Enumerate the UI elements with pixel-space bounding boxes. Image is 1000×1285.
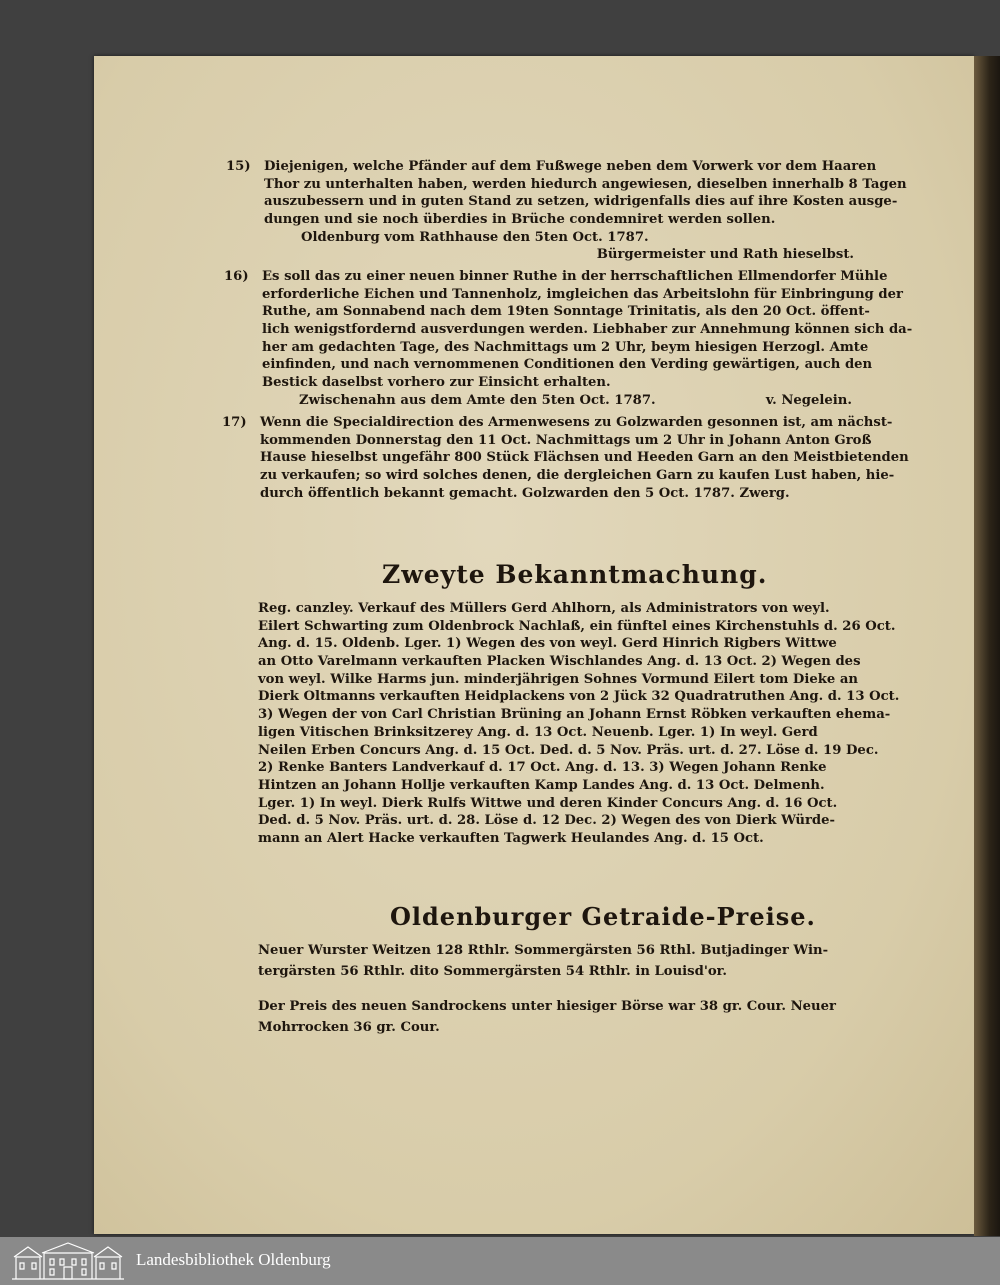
item-body bbox=[260, 414, 909, 502]
text-line: Es soll das zu einer neuen binner Ruthe in der herrschaftlichen Ellmendorfer Mühle bbox=[262, 269, 888, 284]
text-line: Eilert Schwarting zum Oldenbrock Nachlaß, ein fünftel eines Kirchenstuhls d. 26 Oct. bbox=[258, 618, 896, 634]
text-line: dungen und sie noch überdies in Brüche condemniret werden sollen. bbox=[264, 212, 776, 228]
text-line: mann an Alert Hacke verkauften Tagwerk Heulandes Ang. d. 15 Oct. bbox=[258, 830, 764, 846]
price-line: tergärsten 56 Rthlr. dito Sommergärsten 54 Rthlr. in Louisd'or. bbox=[258, 964, 727, 979]
text-line: ligen Vitischen Brinksitzerey Ang. d. 13 Oct. Neuenb. Lger. 1) In weyl. Gerd bbox=[258, 724, 818, 740]
text-line: Dierk Oltmanns verkauften Heidplackens von 2 Jück 32 Quadratruthen Ang. d. 13 Oct. bbox=[258, 689, 900, 705]
text-line: auszubessern und in guten Stand zu setzen, widrigenfalls dies auf ihre Kosten ausge- bbox=[264, 194, 898, 210]
text-line: lich wenigstfordernd ausverdungen werden. Liebhaber zur Annehmung können sich da- bbox=[262, 322, 913, 338]
text-line: erforderliche Eichen und Tannenholz, imgleichen das Arbeitslohn für Einbringung der bbox=[262, 286, 903, 302]
text-line: einfinden, und nach vernommenen Conditionen den Verding gewärtigen, auch den bbox=[262, 357, 873, 373]
text-line: von weyl. Wilke Harms jun. minderjährigen Sohnes Vormund Eilert tom Dieke an bbox=[258, 671, 858, 687]
item-number: 17) bbox=[222, 415, 247, 430]
signature: Bürgermeister und Rath hieselbst. bbox=[596, 247, 854, 263]
text-line: durch öffentlich bekannt gemacht. Golzwarden den 5 Oct. 1787. Zwerg. bbox=[260, 485, 790, 501]
section-zweyte-bekanntmachung bbox=[258, 600, 900, 848]
library-building-icon bbox=[10, 1241, 126, 1281]
text-line: 2) Renke Banters Landverkauf d. 17 Oct. Ang. d. 13. 3) Wegen Johann Renke bbox=[258, 760, 827, 776]
text-line: kommenden Donnerstag den 11 Oct. Nachmittags um 2 Uhr in Johann Anton Groß bbox=[260, 432, 872, 448]
text-line: Diejenigen, welche Pfänder auf dem Fußwege neben dem Vorwerk vor dem Haaren bbox=[264, 159, 877, 174]
text-line: Wenn die Specialdirection des Armenwesens zu Golzwarden gesonnen ist, am nächst- bbox=[260, 415, 893, 430]
item-number: 16) bbox=[224, 269, 249, 284]
footer-label[interactable]: Landesbibliothek Oldenburg bbox=[136, 1250, 331, 1269]
footer-bar bbox=[0, 1237, 1000, 1285]
text-line: Lger. 1) In weyl. Dierk Rulfs Wittwe und deren Kinder Concurs Ang. d. 16 Oct. bbox=[258, 795, 838, 811]
item-body bbox=[262, 268, 913, 410]
text-line: Bestick daselbst vorhero zur Einsicht erhalten. bbox=[262, 375, 611, 391]
paragraph-gap bbox=[258, 982, 890, 996]
text-line: 3) Wegen der von Carl Christian Brüning an Johann Ernst Röbken verkauften ehema- bbox=[258, 707, 891, 723]
price-line: Neuer Wurster Weitzen 128 Rthlr. Sommergärsten 56 Rthl. Butjadinger Win- bbox=[258, 943, 829, 958]
text-line: an Otto Varelmann verkauften Placken Wischlandes Ang. d. 13 Oct. 2) Wegen des bbox=[258, 654, 861, 670]
book-spine-edge bbox=[974, 56, 1000, 1236]
text-line: Hintzen an Johann Hollje verkauften Kamp Landes Ang. d. 13 Oct. Delmenh. bbox=[258, 777, 825, 793]
section-heading-zweyte-bekanntmachung: Zweyte Bekanntmachung. bbox=[382, 560, 768, 589]
scanned-page bbox=[94, 56, 974, 1234]
text-line: Neilen Erben Concurs Ang. d. 15 Oct. Ded. d. 5 Nov. Präs. urt. d. 27. Löse d. 19 Dec. bbox=[258, 742, 879, 758]
text-line: Ang. d. 15. Oldenb. Lger. 1) Wegen des von weyl. Gerd Hinrich Rigbers Wittwe bbox=[258, 636, 837, 652]
item-body bbox=[264, 158, 907, 264]
text-line: Ded. d. 5 Nov. Präs. urt. d. 28. Löse d. 12 Dec. 2) Wegen des von Dierk Würde- bbox=[258, 813, 835, 829]
price-line: Der Preis des neuen Sandrockens unter hiesiger Börse war 38 gr. Cour. Neuer bbox=[258, 999, 836, 1014]
signature: v. Negelein. bbox=[765, 392, 852, 408]
text-line: Reg. canzley. Verkauf des Müllers Gerd Ahlhorn, als Administrators von weyl. bbox=[258, 601, 830, 616]
text-line: zu verkaufen; so wird solches denen, die dergleichen Garn zu kaufen Lust haben, hie- bbox=[260, 468, 895, 484]
text-line: Thor zu unterhalten haben, werden hiedurch angewiesen, dieselben innerhalb 8 Tagen bbox=[264, 176, 907, 192]
section-getraide-preise bbox=[258, 940, 890, 1038]
text-line: Hause hieselbst ungefähr 800 Stück Flächsen und Heeden Garn an den Meistbietenden bbox=[260, 450, 909, 466]
section-heading-getraide-preise: Oldenburger Getraide-Preise. bbox=[390, 902, 816, 931]
text-line: her am gedachten Tage, des Nachmittags um 2 Uhr, beym hiesigen Herzogl. Amte bbox=[262, 339, 869, 355]
text-line: Ruthe, am Sonnabend nach dem 19ten Sonntage Trinitatis, als den 20 Oct. öffent- bbox=[262, 304, 870, 320]
dateline: Oldenburg vom Rathhause den 5ten Oct. 1787. bbox=[301, 229, 649, 245]
dateline-row bbox=[262, 392, 882, 410]
item-number: 15) bbox=[226, 159, 251, 174]
dateline: Zwischenahn aus dem Amte den 5ten Oct. 1787. bbox=[299, 392, 656, 408]
price-line: Mohrrocken 36 gr. Cour. bbox=[258, 1020, 440, 1035]
